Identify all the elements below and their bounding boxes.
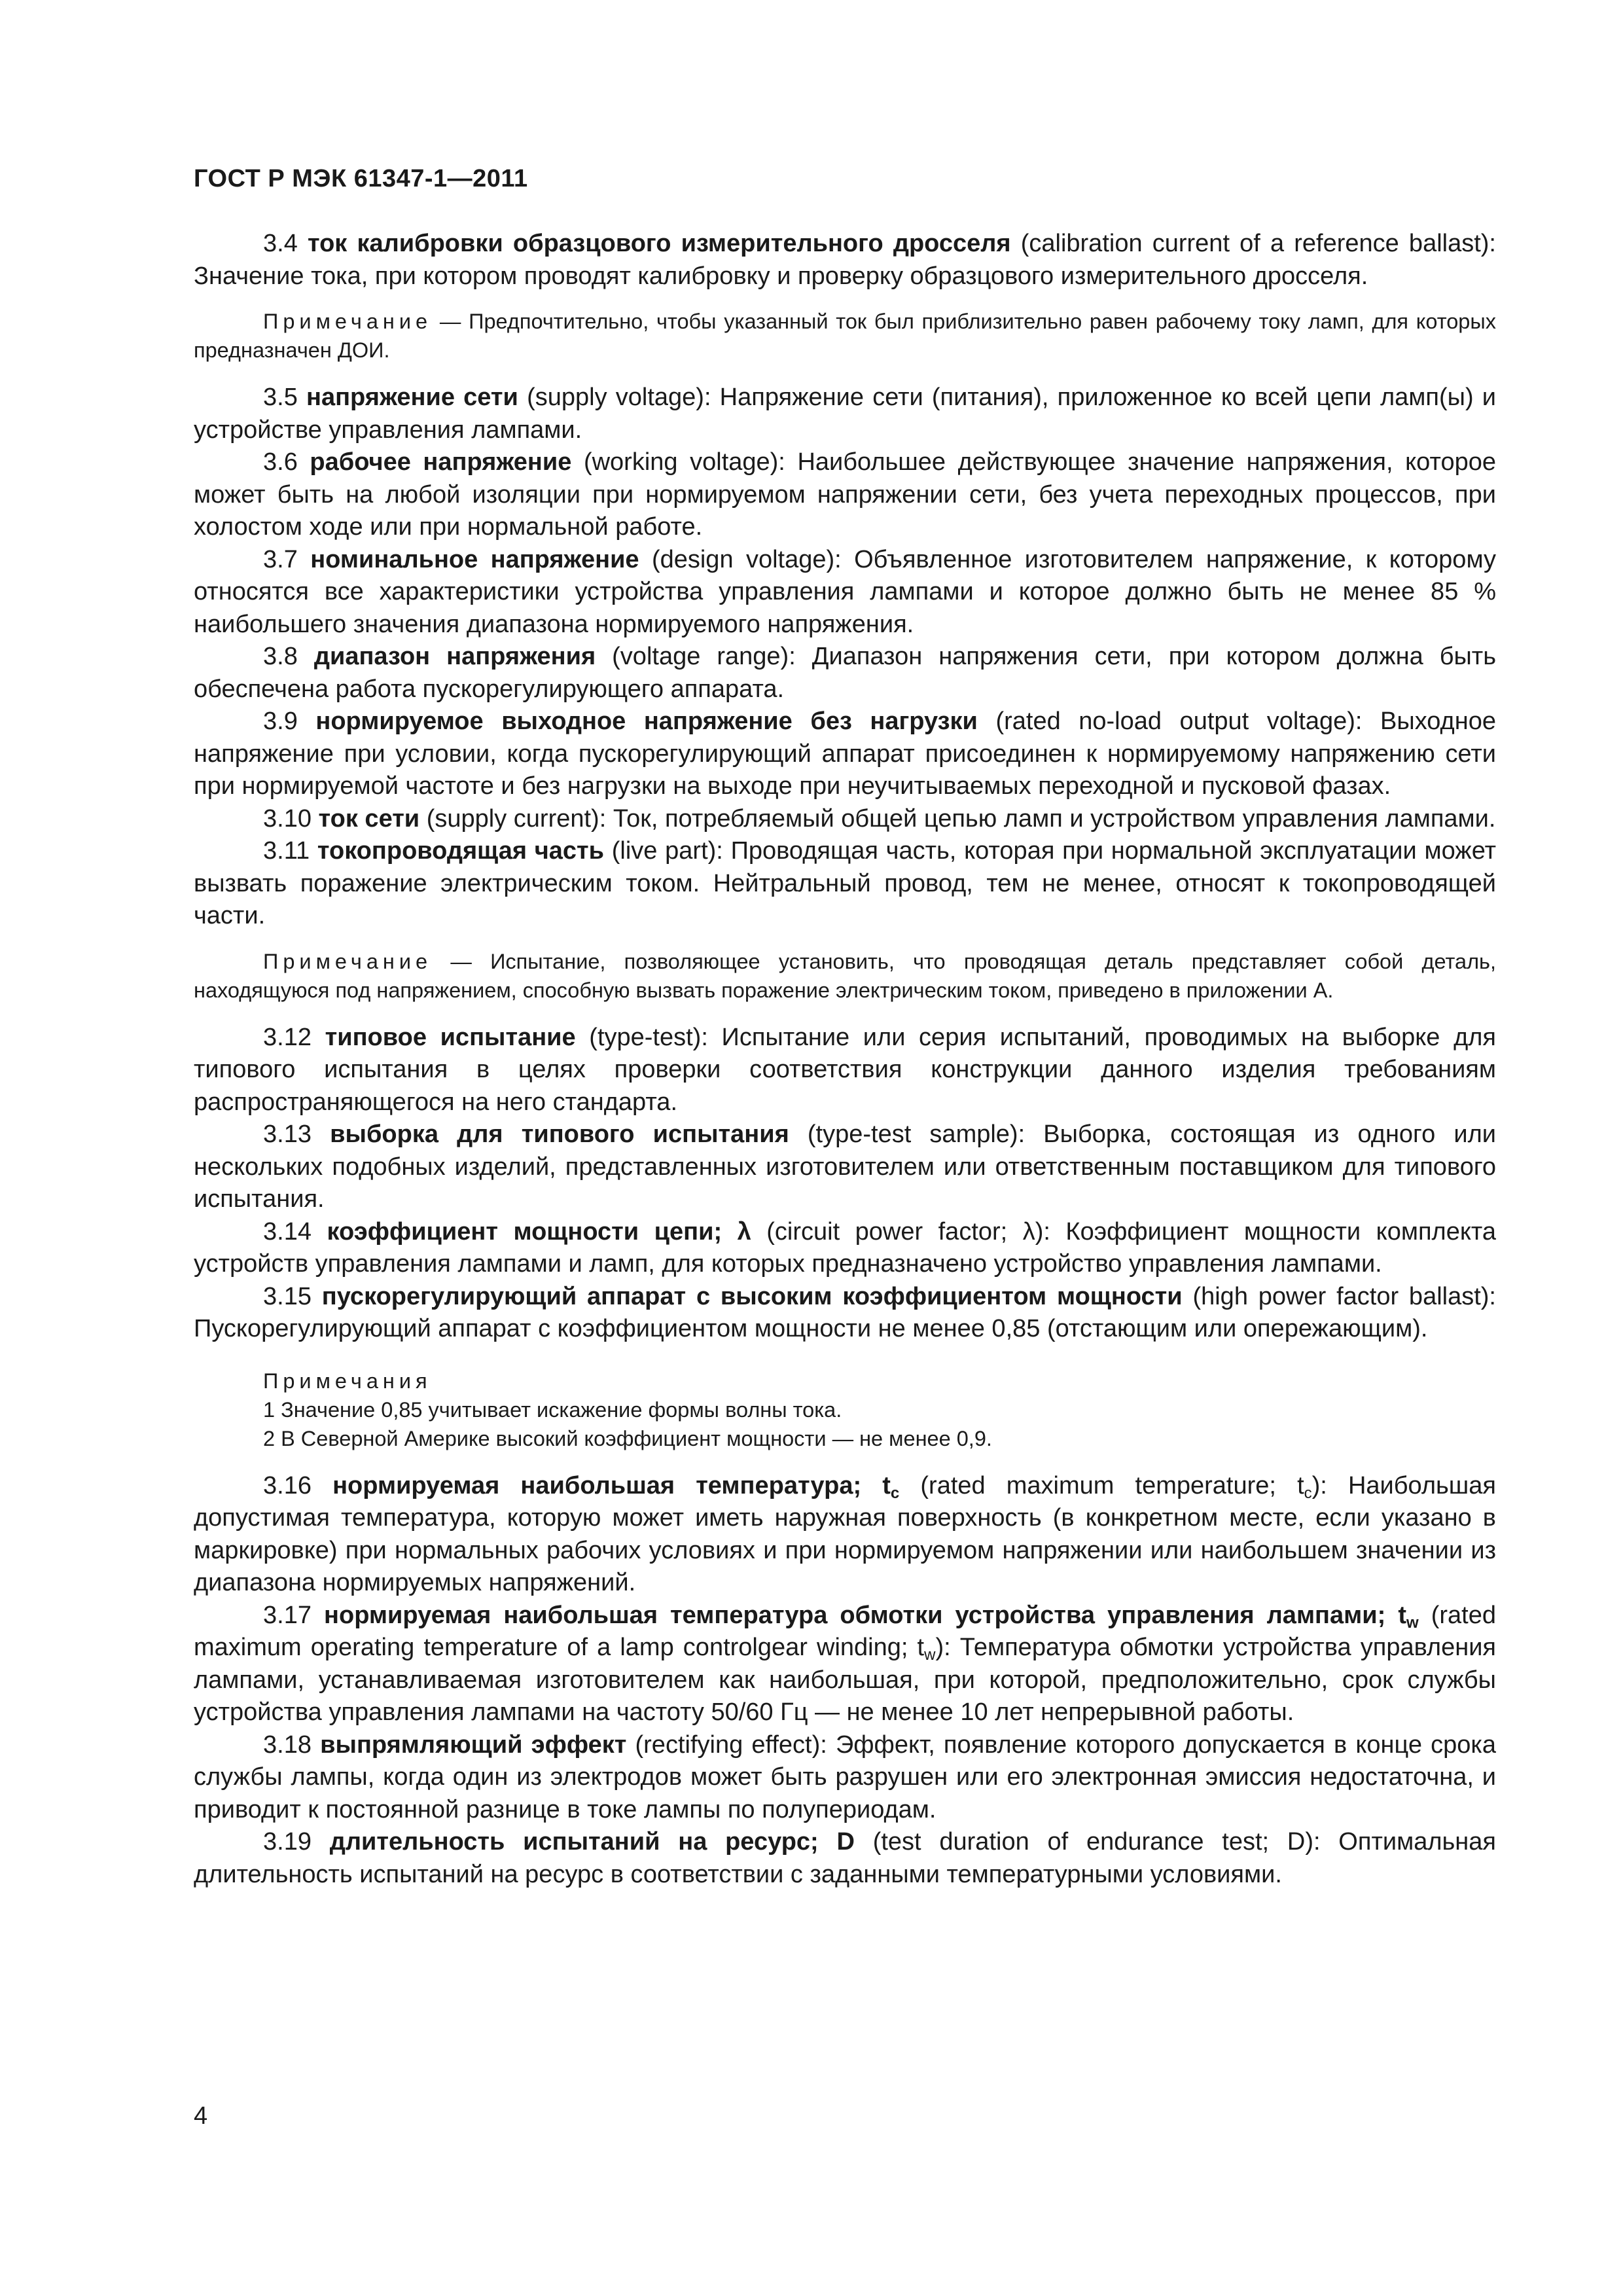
clause-3-8 <box>194 641 1496 706</box>
subscript: w <box>924 1646 936 1664</box>
clause-text: (supply current): Ток, потребляемый общей цепью ламп и устройством управления лампами. <box>419 804 1496 833</box>
subscript: w <box>1406 1613 1419 1632</box>
clause-term-text: нормируемая наибольшая температура обмотки устройства управления лампами; t <box>324 1601 1406 1629</box>
note-item: 2 В Северной Америке высокий коэффициент мощности — не менее 0,9. <box>263 1426 992 1450</box>
clause-text: (rectifying effect): Эффект, появление которого допускается в конце срока службы лампы, когда один из электродов может быть разрушен или его электронная эмиссия недостаточна, и приводит к постоянной разнице в токе лампы по полупериодам. <box>194 1731 1496 1823</box>
clause-term: ток сети <box>318 804 420 833</box>
clause-number: 3.4 <box>263 230 298 257</box>
clause-text: ): Температура обмотки устройства управления лампами, устанавливаемая изготовителем как наибольшая, при которой, предположительно, срок службы устройства управления лампами на частоту 50/60 Гц — не менее 10 лет непрерывной работы. <box>194 1634 1496 1726</box>
clause-text: (working voltage): Наибольшее действующее значение напряжения, которое может быть на любой изоляции при нормируемом напряжении сети, без учета переходных процессов, при холостом ходе или при нормальной работе. <box>194 448 1496 541</box>
clause-number: 3.7 <box>263 545 298 573</box>
clause-text: (type-test): Испытание или серия испытаний, проводимых на выборке для типового испытания в целях проверки соответствия конструкции данного изделия требованиям распространяющегося на него стандарта. <box>194 1023 1496 1116</box>
note-text: — Предпочтительно, чтобы указанный ток был приблизительно равен рабочему току ламп, для которых предназначен ДОИ. <box>194 310 1496 362</box>
clause-term <box>324 1601 1419 1632</box>
clause-term-text: нормируемая наибольшая температура; t <box>332 1471 891 1499</box>
clause-3-6 <box>194 446 1496 544</box>
clause-3-16 <box>194 1470 1496 1600</box>
clause-3-9 <box>194 706 1496 803</box>
note-item: 1 Значение 0,85 учитывает искажение формы волны тока. <box>263 1397 842 1422</box>
note-label: Примечание <box>263 949 433 973</box>
clause-term <box>332 1471 900 1502</box>
notes-label: Примечания <box>263 1369 432 1393</box>
clause-term: диапазон напряжения <box>313 643 596 670</box>
clause-number: 3.19 <box>263 1828 312 1856</box>
clause-text: ): Наибольшая допустимая температура, которую может иметь наружная поверхность (в конкретном месте, если указано в маркировке) при нормальных рабочих условиях и при нормируемом напряжении или наибольшем значении из диапазона нормируемых напряжений. <box>194 1471 1496 1596</box>
clause-number: 3.18 <box>263 1731 312 1759</box>
clause-3-14 <box>194 1216 1496 1281</box>
clause-term: нормируемое выходное напряжение без нагрузки <box>315 708 978 735</box>
clause-number: 3.14 <box>263 1217 312 1246</box>
clause-term: длительность испытаний на ресурс; D <box>329 1828 855 1856</box>
clause-3-12 <box>194 1022 1496 1119</box>
clause-3-13 <box>194 1119 1496 1216</box>
clause-3-4 <box>194 228 1496 293</box>
clause-number: 3.12 <box>263 1023 312 1051</box>
clause-text: (type-test sample): Выборка, состоящая из одного или нескольких подобных изделий, представленных изготовителем или ответственным поставщиком для типового испытания. <box>194 1121 1496 1213</box>
clause-number: 3.10 <box>263 804 312 833</box>
clause-number: 3.9 <box>263 708 298 735</box>
note-text: — Испытание, позволяющее установить, что проводящая деталь представляет собой деталь, находящуюся под напряжением, способную вызвать поражение электрическим током, приведено в приложении А. <box>194 949 1496 1002</box>
clause-term: номинальное напряжение <box>310 545 639 573</box>
clause-text: (circuit power factor; λ): Коэффициент мощности комплекта устройств управления лампами и ламп, для которых предназначено устройство управления лампами. <box>194 1217 1496 1278</box>
clause-number: 3.6 <box>263 448 298 476</box>
subscript: c <box>1304 1484 1312 1502</box>
clause-term: напряжение сети <box>306 384 518 411</box>
clause-number: 3.15 <box>263 1282 312 1310</box>
clause-3-17 <box>194 1600 1496 1729</box>
clause-text: (calibration current of a reference ballast): Значение тока, при котором проводят калибровку и проверку образцового измерительного дросселя. <box>194 230 1496 290</box>
clause-3-15 <box>194 1281 1496 1346</box>
clause-term: рабочее напряжение <box>310 448 572 476</box>
clause-term: выборка для типового испытания <box>330 1121 789 1148</box>
clause-term: выпрямляющий эффект <box>320 1731 627 1759</box>
clause-number: 3.5 <box>263 384 298 411</box>
note-3-11 <box>194 947 1496 1005</box>
clause-3-7 <box>194 544 1496 641</box>
clause-3-18 <box>194 1729 1496 1827</box>
clause-text: (design voltage): Объявленное изготовителем напряжение, к которому относятся все характеристики устройства управления лампами и которое должно быть не менее 85 % наибольшего значения диапазона нормируемого напряжения. <box>194 545 1496 638</box>
note-3-4 <box>194 307 1496 365</box>
subscript: c <box>890 1484 900 1502</box>
clause-term: коэффициент мощности цепи; λ <box>327 1217 751 1246</box>
clause-number: 3.8 <box>263 643 298 670</box>
document-body <box>194 228 1496 1891</box>
clause-number: 3.16 <box>263 1471 312 1499</box>
clause-3-5 <box>194 382 1496 446</box>
clause-3-11 <box>194 835 1496 933</box>
page-number: 4 <box>194 2102 208 2130</box>
clause-text: (high power factor ballast): Пускорегулирующий аппарат с коэффициентом мощности не менее 0,85 (отстающим или опережающим). <box>194 1282 1496 1342</box>
notes-3-15 <box>194 1367 1496 1453</box>
clause-text: (supply voltage): Напряжение сети (питания), приложенное ко всей цепи ламп(ы) и устройстве управления лампами. <box>194 384 1497 444</box>
clause-text: (test duration of endurance test; D): Оптимальная длительность испытаний на ресурс в соответствии с заданными температурными условиями. <box>194 1828 1496 1888</box>
clause-text: (live part): Проводящая часть, которая при нормальной эксплуатации может вызвать поражение электрическим током. Нейтральный провод, тем не менее, относят к токопроводящей части. <box>194 837 1496 929</box>
note-label: Примечание <box>263 310 433 333</box>
document-header: ГОСТ Р МЭК 61347-1—2011 <box>194 165 528 192</box>
clause-term: пускорегулирующий аппарат с высоким коэффициентом мощности <box>321 1282 1183 1310</box>
clause-term: типовое испытание <box>325 1023 576 1051</box>
clause-text: (rated no-load output voltage): Выходное напряжение при условии, когда пускорегулирующий аппарат присоединен к нормируемому напряжению сети при нормируемой частоте и без нагрузки на выходе при неучитываемых переходной и пусковой фазах. <box>194 708 1496 800</box>
clause-term: ток калибровки образцового измерительного дросселя <box>307 230 1011 257</box>
clause-term: токопроводящая часть <box>317 837 605 865</box>
clause-number: 3.13 <box>263 1121 312 1148</box>
clause-number: 3.17 <box>263 1601 312 1629</box>
clause-number: 3.11 <box>263 837 310 865</box>
clause-3-19 <box>194 1826 1496 1891</box>
clause-text: (voltage range): Диапазон напряжения сети, при котором должна быть обеспечена работа пускорегулирующего аппарата. <box>194 643 1497 703</box>
clause-3-10 <box>194 803 1496 836</box>
clause-text: (rated maximum operating temperature of a lamp controlgear winding; t <box>194 1601 1496 1661</box>
clause-text: (rated maximum temperature; t <box>899 1471 1304 1499</box>
